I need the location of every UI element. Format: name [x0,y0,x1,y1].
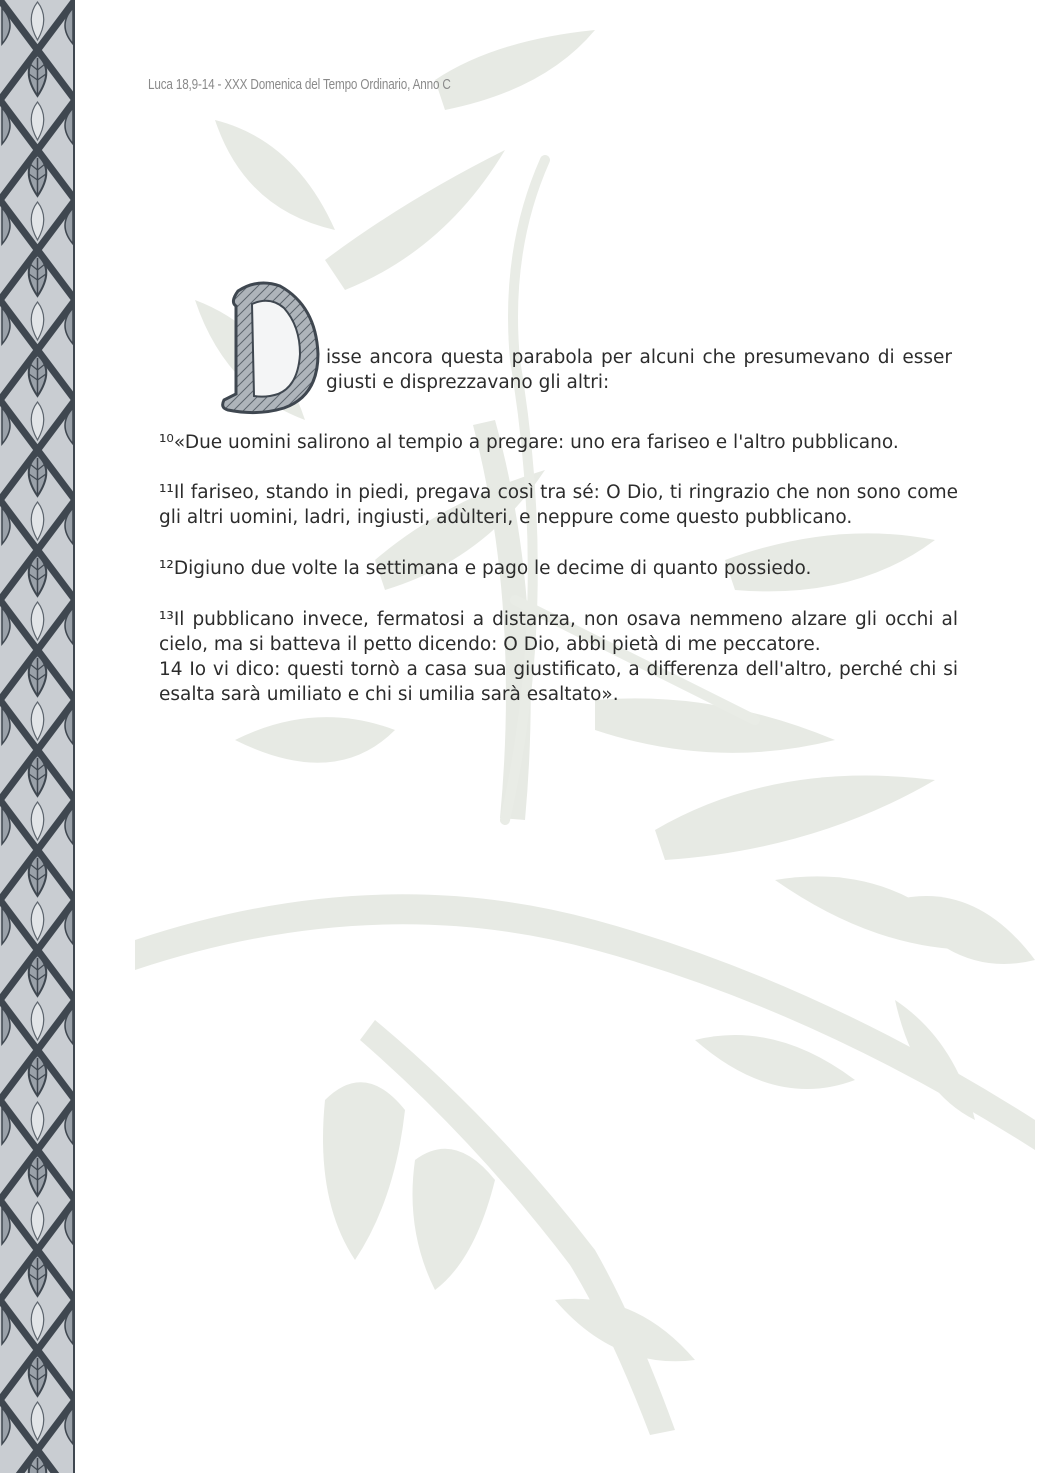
drop-cap-letter [218,276,324,416]
verse-13: ¹³Il pubblicano invece, fermatosi a distanza, non osava nemmeno alzare gli occhi al cielo, ma si batteva il petto dicendo: O Dio, abbi pietà di me peccatore. [159,609,958,655]
verse-11: ¹¹Il fariseo, stando in piedi, pregava così tra sé: O Dio, ti ringrazio che non sono come gli altri uomini, ladri, ingiusti, adùlteri, e neppure come questo pubblicano. [159,482,958,528]
verse-10: ¹⁰«Due uomini salirono al tempio a pregare: uno era fariseo e l'altro pubblicano. [159,432,899,453]
intro-paragraph: isse ancora questa parabola per alcuni che presumevano di esser giusti e disprezzavano gli altri: [326,347,952,393]
leaf-lattice-border-icon [0,0,75,1473]
verse-12: ¹²Digiuno due volte la settimana e pago le decime di quanto possiedo. [159,558,812,579]
olive-branch-watermark-icon [75,0,1042,1473]
verse-14: 14 Io vi dico: questi tornò a casa sua giustificato, a differenza dell'altro, perché chi si esalta sarà umiliato e chi si umilia sarà esaltato». [159,659,958,705]
drop-cap-text: D [218,276,219,277]
page-header-reference: Luca 18,9-14 - XXX Domenica del Tempo Ordinario, Anno C [148,76,451,93]
